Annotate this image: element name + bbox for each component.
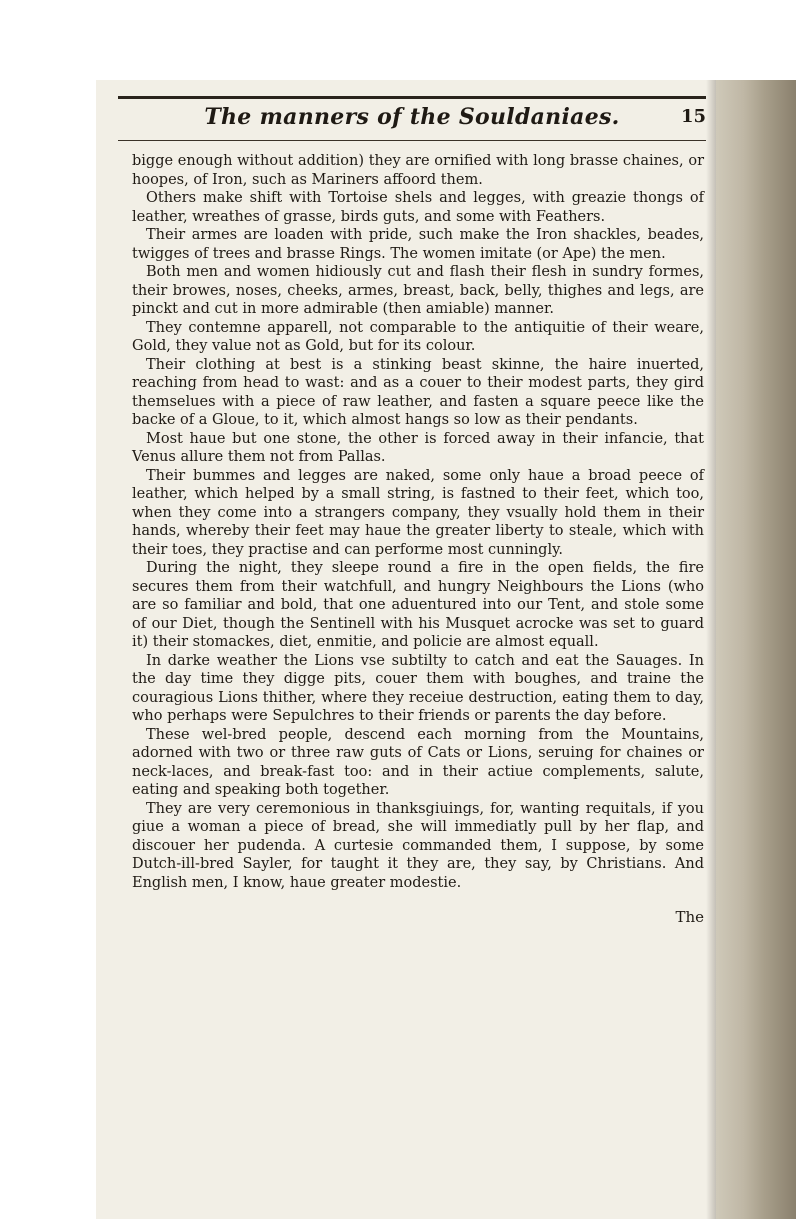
paragraph: bigge enough without addition) they are ornified with long brasse chaines, or hoopes, of Iron, such as Mariners affoord them. <box>132 153 704 188</box>
body-text <box>132 152 704 892</box>
header-rule <box>118 96 706 99</box>
page-edge-shadow <box>706 80 716 1219</box>
catchword: The <box>675 908 704 926</box>
book-gutter <box>716 80 796 1219</box>
paragraph: In darke weather the Lions vse subtilty to catch and eat the Sauages. In the day time they digge pits, couer them with boughes, and traine the couragious Lions thither, where they receiue destruction, eating them to day, who perhaps were Sepulchres to their friends or parents the day before. <box>132 652 704 724</box>
paragraph: They are very ceremonious in thanksgiuings, for, wanting requitals, if you giue a woman a piece of bread, she will immediatly pull by her flap, and discouer her pudenda. A curtesie commanded them, I suppose, by some Dutch-ill-bred Sayler, for taught it they are, they say, by Christians. And English men, I know, haue greater modestie. <box>132 800 704 891</box>
paragraph: Their clothing at best is a stinking beast skinne, the haire inuerted, reaching from head to wast: and as a couer to their modest parts, they gird themselues with a piece of raw leather, and fasten a square peece like the backe of a Gloue, to it, which almost hangs so low as their pendants. <box>132 356 704 428</box>
paragraph: Their armes are loaden with pride, such make the Iron shackles, beades, twigges of trees and brasse Rings. The women imitate (or Ape) the men. <box>132 227 704 262</box>
paragraph: Most haue but one stone, the other is forced away in their infancie, that Venus allure them not from Pallas. <box>132 430 704 465</box>
paragraph: Others make shift with Tortoise shels and legges, with greazie thongs of leather, wreathes of grasse, birds guts, and some with Feathers. <box>132 190 704 225</box>
page-header <box>118 104 706 140</box>
paragraph: Their bummes and legges are naked, some only haue a broad peece of leather, which helped by a small string, is fastned to their feet, which too, when they come into a strangers company, they vsually hold them in their hands, whereby their feet may haue the greater liberty to steale, which with their toes, they practise and can performe most cunningly. <box>132 467 704 558</box>
page-number: 15 <box>680 106 706 127</box>
book-page <box>96 80 796 1219</box>
header-underline <box>118 140 706 141</box>
paragraph: Both men and women hidiously cut and flash their flesh in sundry formes, their browes, noses, cheeks, armes, breast, back, belly, thighes and legs, are pinckt and cut in more admirable (then amiable) manner. <box>132 264 704 317</box>
paragraph: During the night, they sleepe round a fire in the open fields, the fire secures them from their watchfull, and hungry Neighbours the Lions (who are so familiar and bold, that one aduentured into our Tent, and stole some of our Diet, though the Sentinell with his Musquet acrocke was set to guard it) their stomackes, diet, enmitie, and policie are almost equall. <box>132 560 704 650</box>
paragraph: These wel-bred people, descend each morning from the Mountains, adorned with two or three raw guts of Cats or Lions, seruing for chaines or neck-laces, and break-fast too: and in their actiue complements, salute, eating and speaking both together. <box>132 726 704 798</box>
paragraph: They contemne apparell, not comparable to the antiquitie of their weare, Gold, they value not as Gold, but for its colour. <box>132 319 704 354</box>
running-title: The manners of the Souldaniaes. <box>204 104 620 130</box>
